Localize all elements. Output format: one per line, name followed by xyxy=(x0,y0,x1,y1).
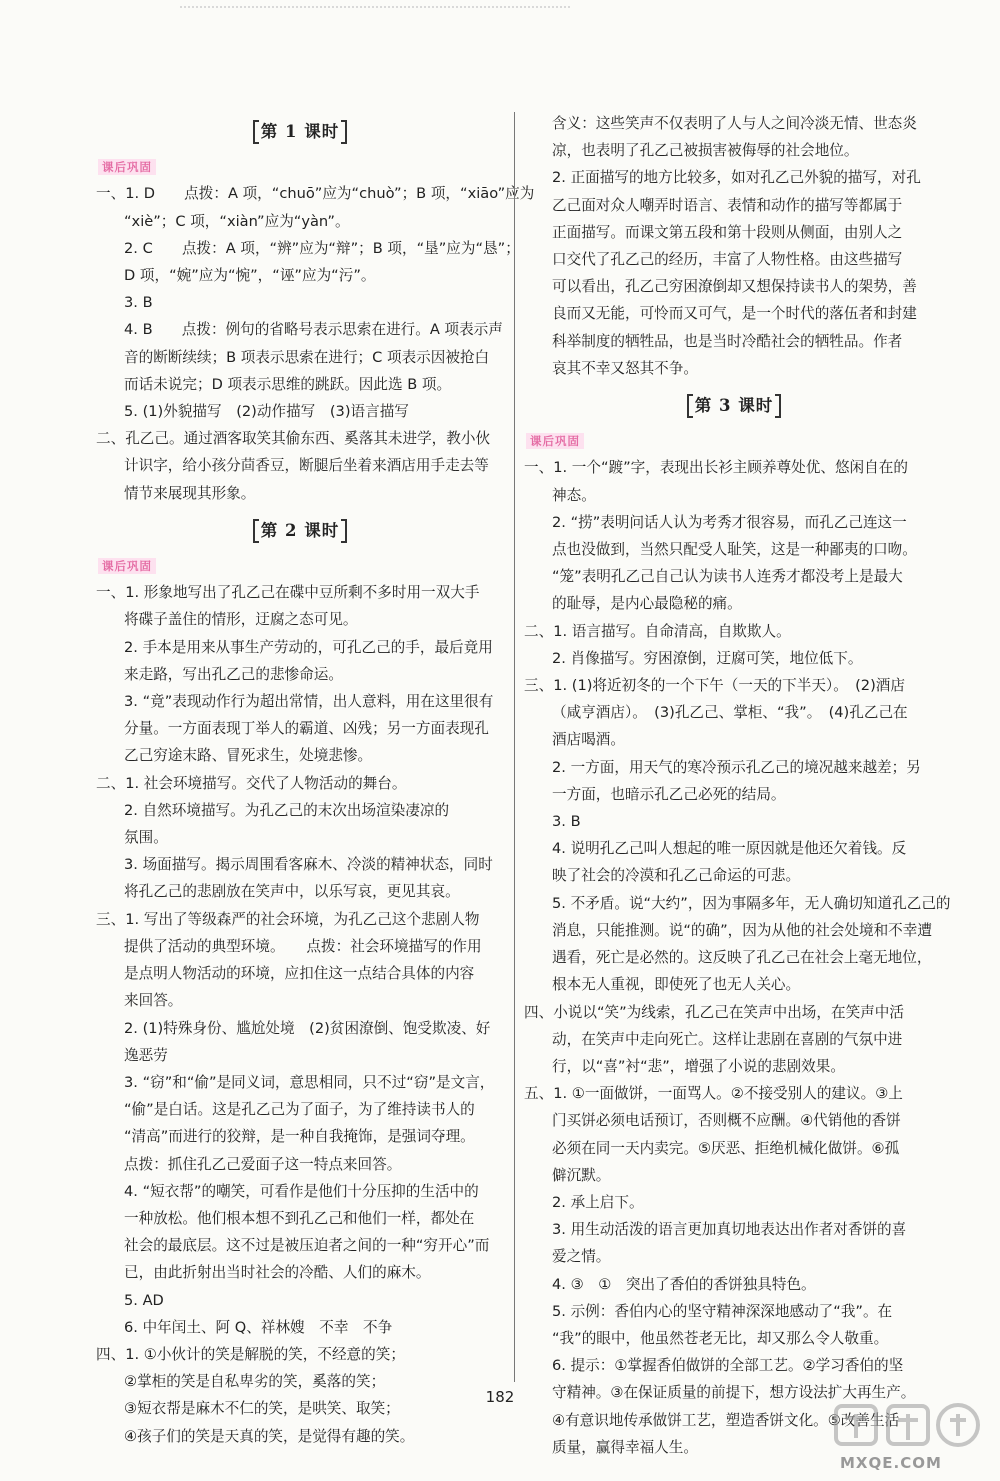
section-title-text: 第 2 课时 xyxy=(257,517,343,544)
answer-line: ④有意识地传承做饼工艺，塑造香饼文化。⑤改善生活 xyxy=(552,1411,900,1429)
section-title-text: 第 3 课时 xyxy=(691,392,777,419)
answer-line: 口交代了孔乙己的经历，丰富了人物性格。由这些描写 xyxy=(552,251,903,269)
answer-line: 必须在同一天内卖完。⑤厌恶、拒绝机械化做饼。⑥孤 xyxy=(552,1139,900,1157)
answer-line: 一、1. D 点拨：A 项，“chuō”应为“chuò”；B 项，“xiāo”应为 xyxy=(96,185,535,203)
section-badge: 课后巩固 xyxy=(98,159,156,175)
answer-line: 5. AD xyxy=(124,1291,164,1309)
answer-line: 将碟子盖住的情形，迂腐之态可见。 xyxy=(124,611,358,629)
answer-line: 4. B 点拨：例句的省略号表示思索在进行。A 项表示声 xyxy=(124,321,503,339)
answer-line: 爱之情。 xyxy=(552,1248,611,1266)
answer-line: 3. B xyxy=(124,294,153,312)
answer-line: 6. 提示：①掌握香伯做饼的全部工艺。②学习香伯的坚 xyxy=(552,1357,904,1375)
answer-line: 2. 正面描写的地方比较多，如对孔乙己外貌的描写，对孔 xyxy=(552,169,921,187)
answer-line: ③短衣帮是麻木不仁的笑，是哄笑、取笑； xyxy=(124,1400,400,1418)
answer-line: ②掌柜的笑是自私卑劣的笑，奚落的笑； xyxy=(124,1373,386,1391)
watermark-text: MXQE.COM xyxy=(840,1454,942,1472)
answer-line: 2. (1)特殊身份、尴尬处境 (2)贫困潦倒、饱受欺凌、好 xyxy=(124,1019,491,1037)
answer-line: 含义：这些笑声不仅表明了人与人之间冷淡无情、世态炎 xyxy=(552,115,917,132)
answer-line: 2. 承上启下。 xyxy=(552,1193,644,1211)
answer-line: “xiè”；C 项，“xiàn”应为“yàn”。 xyxy=(124,212,350,230)
answer-line: “笼”表明孔乙己自己认为读书人连秀才都没考上是最大 xyxy=(552,568,903,586)
answer-line: 乙己穷途末路、冒死求生，处境悲惨。 xyxy=(124,747,373,765)
answer-line: 3. “竟”表现动作行为超出常情，出人意料，用在这里很有 xyxy=(124,693,494,711)
column-divider xyxy=(514,112,515,1382)
answer-line: 良而又无能，可怜而又可气，是一个时代的落伍者和封建 xyxy=(552,305,917,323)
answer-line: 3. 用生动活泼的语言更加真切地表达出作者对香饼的喜 xyxy=(552,1221,907,1239)
answer-line: 2. 肖像描写。穷困潦倒，迂腐可笑，地位低下。 xyxy=(552,649,863,667)
answer-line: 而话未说完；D 项表示思维的跳跃。因此选 B 项。 xyxy=(124,375,452,393)
badge-row xyxy=(96,153,504,180)
page-number: 182 xyxy=(485,1388,515,1406)
answer-line: 氛围。 xyxy=(124,829,168,847)
answer-line: 可以看出，孔乙己穷困潦倒却又想保持读书人的架势，善 xyxy=(552,278,917,296)
answer-line: 遇看，死亡是必然的。这反映了孔乙己在社会上毫无地位， xyxy=(552,949,932,967)
answer-line: 四、1. ①小伙计的笑是解脱的笑，不经意的笑； xyxy=(96,1345,405,1363)
answer-line: 是点明人物活动的环境，应扣住这一点结合具体的内容 xyxy=(124,965,475,983)
answer-line: 根本无人重视，即使死了也无人关心。 xyxy=(552,976,801,994)
section-title xyxy=(96,517,504,544)
answer-line: 点也没做到，当然只配受人耻笑，这是一种鄙夷的口吻。 xyxy=(552,541,917,559)
answer-line: D 项，“婉”应为“惋”，“诬”应为“污”。 xyxy=(124,267,376,285)
answer-line: 5. (1)外貌描写 (2)动作描写 (3)语言描写 xyxy=(124,403,409,421)
answer-line: “清高”而进行的狡辩，是一种自我掩饰，是强词夺理。 xyxy=(124,1128,475,1146)
top-scan-line xyxy=(180,6,570,11)
answer-line: “我”的眼中，他虽然苍老无比，却又那么令人敬重。 xyxy=(552,1329,889,1347)
section-badge: 课后巩固 xyxy=(98,558,156,574)
answer-line: 来回答。 xyxy=(124,992,183,1010)
answer-line: 一、1. 一个“踱”字，表现出长衫主顾养尊处优、悠闲自在的 xyxy=(524,459,908,477)
section-badge: 课后巩固 xyxy=(526,433,584,449)
answer-line: 三、1. 写出了等级森严的社会环境，为孔乙己这个悲剧人物 xyxy=(96,910,480,928)
answer-line: 点拨：抓住孔乙己爱面子这一特点来回答。 xyxy=(124,1155,402,1173)
answer-line: “偷”是白话。这是孔乙己为了面子，为了维持读书人的 xyxy=(124,1101,475,1119)
answer-line: 映了社会的冷漠和孔乙己命运的可悲。 xyxy=(552,867,801,885)
answer-line: 3. B xyxy=(552,813,581,831)
answer-line: 二、1. 社会环境描写。交代了人物活动的舞台。 xyxy=(96,774,407,792)
answer-line: 乙己面对众人嘲弄时语言、表情和动作的描写等都属于 xyxy=(552,196,903,214)
answer-line: 5. 不矛盾。说“大约”，因为事隔多年，无人确切知道孔乙己的 xyxy=(552,894,951,912)
answer-line: 4. 说明孔乙己叫人想起的唯一原因就是他还欠着钱。反 xyxy=(552,840,907,858)
answer-line: 正面描写。而课文第五段和第十段则从侧面，由别人之 xyxy=(552,223,903,241)
answer-line: 6. 中年闰土、阿 Q、祥林嫂 不幸 不争 xyxy=(124,1318,393,1336)
answer-line: 逸恶劳 xyxy=(124,1046,168,1064)
answer-line: 门买饼必须电话预订，否则概不应酬。④代销他的香饼 xyxy=(552,1112,901,1130)
answer-line: 质量，赢得幸福人生。 xyxy=(552,1438,698,1456)
answer-line: 4. ③ ① 突出了香伯的香饼独具特色。 xyxy=(552,1275,816,1293)
badge-row xyxy=(96,552,504,579)
answer-line: 音的断断续续；B 项表示思索在进行；C 项表示因被抢白 xyxy=(124,348,490,366)
answer-line: 一方面，也暗示孔乙己必死的结局。 xyxy=(552,785,786,803)
section-title xyxy=(524,392,944,419)
answer-line: 将孔乙己的悲剧放在笑声中，以乐写哀，更见其哀。 xyxy=(124,883,460,901)
answer-line: 行，以“喜”衬“悲”，增强了小说的悲剧效果。 xyxy=(552,1057,845,1075)
answer-line: 3. “窃”和“偷”是同义词，意思相同，只不过“窃”是文言， xyxy=(124,1073,495,1091)
answer-line: 2. 自然环境描写。为孔乙己的末次出场渲染凄凉的 xyxy=(124,801,450,819)
answer-line: 酒店喝酒。 xyxy=(552,731,625,749)
answer-line: 消息，只能推测。说“的确”，因为从他的社会处境和不幸遭 xyxy=(552,921,932,939)
answer-line: 情节来展现其形象。 xyxy=(124,484,256,502)
answer-line: 科举制度的牺牲品，也是当时冷酷社会的牺牲品。作者 xyxy=(552,332,903,350)
answer-line: 2. 一方面，用天气的寒冷预示孔乙己的境况越来越差；另 xyxy=(552,758,921,776)
answer-line: 2. “捞”表明问话人认为考秀才很容易，而孔乙己连这一 xyxy=(552,513,907,531)
answer-line: 动，在笑声中走向死亡。这样让悲剧在喜剧的气氛中进 xyxy=(552,1030,903,1048)
answer-line: 来走路，写出孔乙己的悲惨命运。 xyxy=(124,665,343,683)
left-column xyxy=(96,108,535,1450)
answer-line: 五、1. ①一面做饼，一面骂人。②不接受别人的建议。③上 xyxy=(524,1085,903,1103)
answer-line: 2. 手本是用来从事生产劳动的，可孔乙己的手，最后竟用 xyxy=(124,638,493,656)
answer-line: 四、小说以“笑”为线索，孔乙己在笑声中出场，在笑声中活 xyxy=(524,1003,904,1021)
answer-line: 社会的最底层。这不过是被压迫者之间的一种“穷开心”而 xyxy=(124,1237,490,1255)
answer-line: 5. 示例：香伯内心的坚守精神深深地感动了“我”。在 xyxy=(552,1302,893,1320)
answer-line: 一种放松。他们根本想不到孔乙己和他们一样，都处在 xyxy=(124,1209,475,1227)
answer-line: 一、1. 形象地写出了孔乙己在碟中豆所剩不多时用一双大手 xyxy=(96,584,480,602)
section-title xyxy=(96,118,504,145)
answer-line: （咸亨酒店）。 (3)孔乙己、掌柜、“我”。 (4)孔乙己在 xyxy=(552,704,908,722)
answer-line: 分量。一方面表现丁举人的霸道、凶残；另一方面表现孔 xyxy=(124,720,489,738)
answer-line: 3. 场面描写。揭示周围看客麻木、冷淡的精神状态，同时 xyxy=(124,856,493,874)
section-title-text: 第 1 课时 xyxy=(257,118,343,145)
answer-line: 三、1. (1)将近初冬的一个下午（一天的下半天）。 (2)酒店 xyxy=(524,677,905,695)
answer-line: 神态。 xyxy=(552,486,596,504)
answer-line: 的耻辱，是内心最隐秘的痛。 xyxy=(552,595,742,613)
answer-line: 哀其不幸又怒其不争。 xyxy=(552,359,698,377)
answer-line: ④孩子们的笑是天真的笑，是觉得有趣的笑。 xyxy=(124,1427,415,1445)
right-column xyxy=(524,110,951,1461)
answer-line: 计识字，给小孩分茴香豆，断腿后坐着来酒店用手走去等 xyxy=(124,457,489,475)
answer-line: 二、孔乙己。通过酒客取笑其偷东西、奚落其未进学，教小伙 xyxy=(96,430,491,448)
answer-line: 2. C 点拨：A 项，“辨”应为“辩”；B 项，“垦”应为“恳”； xyxy=(124,239,520,257)
answer-line: 凉，也表明了孔乙己被损害被侮辱的社会地位。 xyxy=(552,142,859,160)
badge-row xyxy=(524,427,944,454)
answer-line: 已，由此折射出当时社会的冷酷、人们的麻木。 xyxy=(124,1264,431,1282)
answer-line: 僻沉默。 xyxy=(552,1166,611,1184)
answer-line: 4. “短衣帮”的嘲笑，可看作是他们十分压抑的生活中的 xyxy=(124,1182,479,1200)
answer-line: 提供了活动的典型环境。 点拨：社会环境描写的作用 xyxy=(124,937,482,955)
answer-line: 二、1. 语言描写。自命清高，自欺欺人。 xyxy=(524,622,791,640)
answer-line: 守精神。③在保证质量的前提下，想方设法扩大再生产。 xyxy=(552,1384,916,1402)
